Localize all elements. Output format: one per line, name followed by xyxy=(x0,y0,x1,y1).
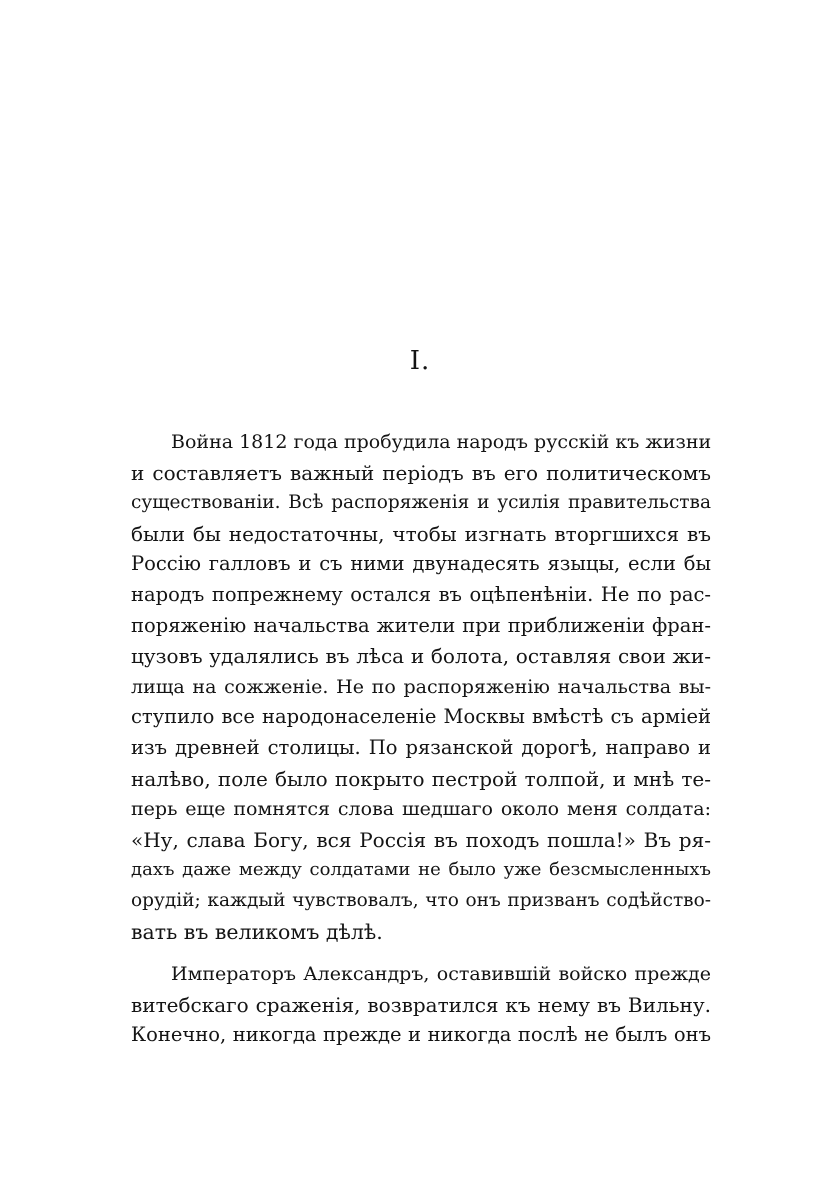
text-line: и составляетъ важный періодъ въ его политическомъ xyxy=(131,460,711,485)
paragraph-2 xyxy=(131,959,711,1051)
chapter-number: I. xyxy=(409,346,431,376)
text-line: народъ попрежнему остался въ оцѣпенѣніи. Не по рас- xyxy=(131,582,711,606)
text-line: налѣво, поле было покрыто пестрой толпой, и мнѣ те- xyxy=(131,766,711,791)
text-line: витебскаго сраженія, возвратился къ нему въ Вильну. xyxy=(131,992,711,1017)
text-line: цузовъ удалялись въ лѣса и болота, оставляя свои жи- xyxy=(131,644,711,669)
text-line: «Ну, слава Богу, вся Россія въ походъ пошла!» Въ ря- xyxy=(131,827,711,852)
text-line: ступило все народонаселеніе Москвы вмѣстѣ съ арміей xyxy=(131,705,711,729)
text-line: дахъ даже между солдатами не было уже безсмысленныхъ xyxy=(131,859,711,881)
text-line: Конечно, никогда прежде и никогда послѣ не былъ онъ xyxy=(131,1023,711,1047)
text-line: существованіи. Всѣ распоряженія и усилія правительства xyxy=(131,492,711,514)
text-line: перь еще помнятся слова шедшаго около меня солдата: xyxy=(131,798,711,821)
text-line: Война 1812 года пробудила народъ русскій къ жизни xyxy=(171,431,712,453)
text-line: лища на сожженіе. Не по распоряженію начальства вы- xyxy=(131,675,711,698)
text-line: орудій; каждый чувствовалъ, что онъ призванъ содѣйство- xyxy=(131,889,711,911)
text-line: Россію галловъ и съ ними двунадесять языцы, если бы xyxy=(131,552,711,576)
text-line: поряженію начальства жители при приближеніи фран- xyxy=(131,613,711,637)
paragraph-gap xyxy=(131,947,711,959)
text-line: вать въ великомъ дѣлѣ. xyxy=(131,919,383,944)
body-text xyxy=(131,427,711,1051)
text-line: изъ древней столицы. По рязанской дорогѣ, направо и xyxy=(131,735,711,759)
text-line: Императоръ Александръ, оставившій войско прежде xyxy=(171,963,711,986)
text-line: были бы недостаточны, чтобы изгнать вторгшихся въ xyxy=(131,521,711,546)
paragraph-1 xyxy=(131,427,711,947)
